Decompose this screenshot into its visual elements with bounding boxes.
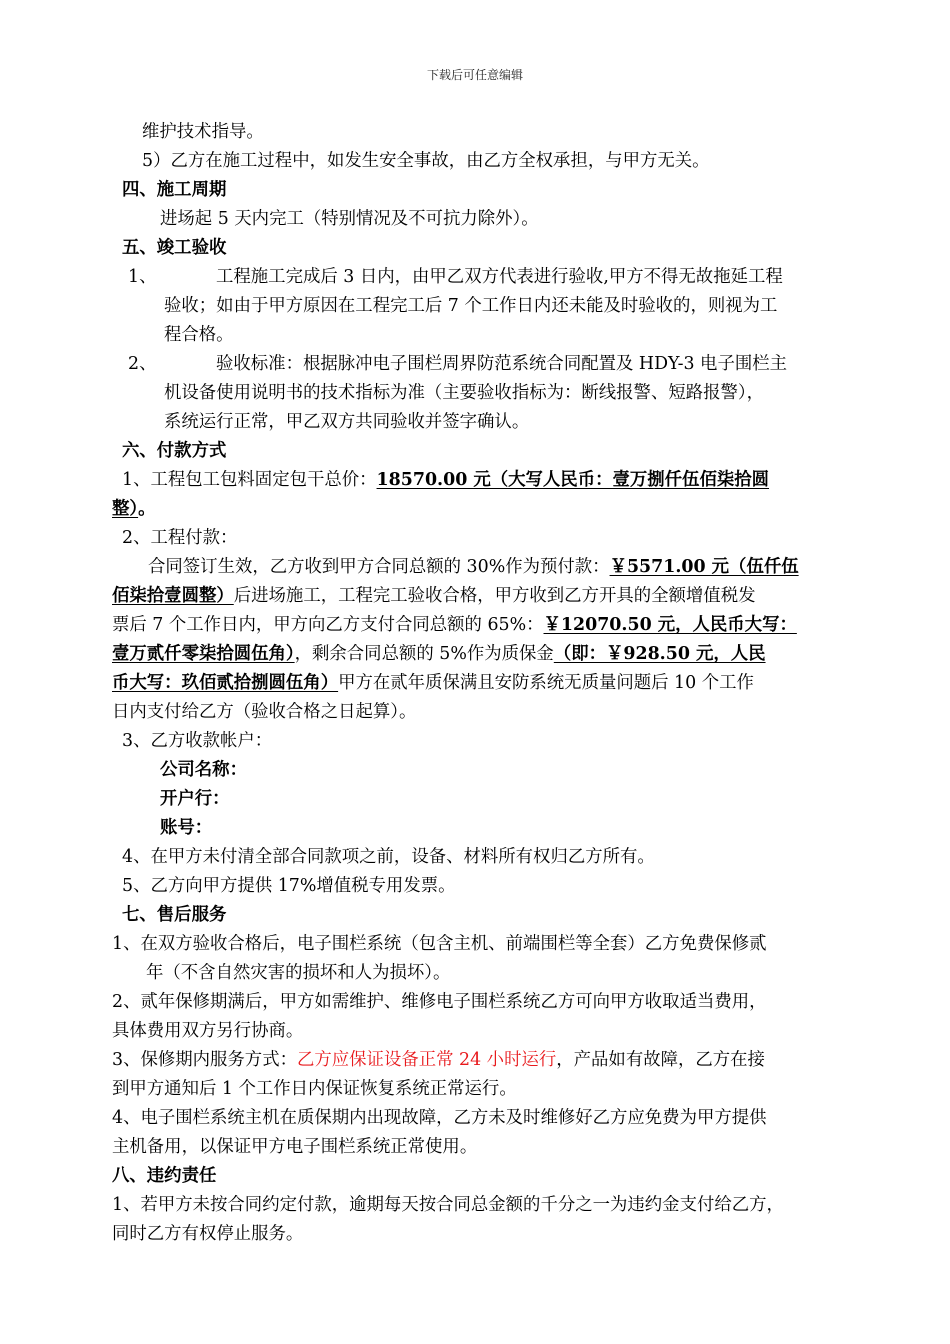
account-label: 账号： (160, 818, 213, 838)
bank-label: 开户行： (160, 789, 230, 809)
section8-title: 八、违约责任 (112, 1166, 217, 1186)
item-number: 2、 (128, 354, 157, 374)
section8-i1-l1: 1、若甲方未按合同约定付款，逾期每天按合同总金额的千分之一为违约金支付给乙方， (112, 1195, 784, 1215)
progress-amount-end: 壹万贰仟零柒拾圆伍角） (112, 644, 295, 664)
section7-i4-l2: 主机备用，以保证甲方电子围栏系统正常使用。 (112, 1137, 478, 1157)
section7-title: 七、售后服务 (122, 905, 227, 925)
total-amount-end: 整） (112, 499, 139, 519)
section4-text: 进场起 5 天内完工（特别情况及不可抗力除外）。 (160, 209, 539, 229)
progress-amount: ￥12070.50 元，人民币大写： (543, 615, 797, 635)
section6-title: 六、付款方式 (122, 441, 227, 461)
text: 后进场施工，工程完工验收合格，甲方收到乙方开具的全额增值税发 (233, 586, 756, 606)
text: ，产品如有故障，乙方在接 (556, 1050, 765, 1070)
section6-p4: 4、在甲方未付清全部合同款项之前，设备、材料所有权归乙方所有。 (122, 847, 655, 867)
text: 3、保修期内服务方式： (112, 1050, 297, 1070)
section8-i1-l2: 同时乙方有权停止服务。 (112, 1224, 304, 1244)
contract-body (112, 118, 840, 1249)
section6-p1 (112, 466, 840, 495)
section6-p2-l3 (112, 611, 840, 640)
prepay-amount-end: 佰柒拾壹圆整） (112, 586, 234, 606)
section6-p2-l6: 日内支付给乙方（验收合格之日起算）。 (112, 702, 417, 722)
section5-item1 (112, 263, 840, 292)
section7-i2-l1: 2、贰年保修期满后，甲方如需维护、维修电子围栏系统乙方可向甲方收取适当费用， (112, 992, 767, 1012)
text: 合同签订生效，乙方收到甲方合同总额的 30%作为预付款： (148, 557, 610, 577)
section6-p2-l4 (112, 640, 840, 669)
item-number: 1、 (128, 267, 157, 287)
section6-p2-l2 (112, 582, 840, 611)
section6-p3: 3、乙方收款帐户： (122, 731, 273, 751)
section6-p5: 5、乙方向甲方提供 17%增值税专用发票。 (122, 876, 456, 896)
text: 。 (138, 499, 156, 519)
total-amount: 18570.00 元（大写人民币：壹万捌仟伍佰柒拾圆 (376, 470, 770, 490)
section6-p2: 2、工程付款： (122, 528, 238, 548)
section7-i1-l1: 1、在双方验收合格后，电子围栏系统（包含主机、前端围栏等全套）乙方免费保修贰 (112, 934, 767, 954)
highlighted-text: 乙方应保证设备正常 24 小时运行 (296, 1050, 557, 1070)
text: 票后 7 个工作日内，甲方向乙方支付合同总额的 65%： (112, 615, 544, 635)
section4-title: 四、施工周期 (122, 180, 227, 200)
text: 甲方在贰年质保满且安防系统无质量问题后 10 个工作 (338, 673, 754, 693)
section3-line: 维护技术指导。 (142, 122, 264, 142)
text: ，剩余合同总额的 5%作为质保金 (294, 644, 554, 664)
section7-i3-l2: 到甲方通知后 1 个工作日内保证恢复系统正常运行。 (112, 1079, 517, 1099)
section7-i3-l1 (112, 1046, 840, 1075)
section6-p2-l5 (112, 669, 840, 698)
section7-i1-l2: 年（不含自然灾害的损坏和人为损坏）。 (146, 963, 451, 983)
prepay-amount: ￥5571.00 元（伍仟伍 (609, 557, 799, 577)
section6-p1-l2 (112, 495, 840, 524)
section5-item2 (112, 350, 840, 379)
section7-i4-l1: 4、电子围栏系统主机在质保期内出现故障，乙方未及时维修好乙方应免费为甲方提供 (112, 1108, 767, 1128)
company-name-label: 公司名称： (160, 760, 247, 780)
item-text: 验收标准：根据脉冲电子围栏周界防范系统合同配置及 HDY-3 电子围栏主 (216, 354, 788, 374)
section5-item1-l3: 程合格。 (164, 325, 234, 345)
section5-item2-l2: 机设备使用说明书的技术指标为准（主要验收指标为：断线报警、短路报警）， (164, 383, 764, 403)
section6-p2-l1 (112, 553, 840, 582)
retention-amount: （即：￥928.50 元，人民 (553, 644, 766, 664)
item-text: 工程施工完成后 3 日内，由甲乙双方代表进行验收,甲方不得无故拖延工程 (216, 267, 783, 287)
section5-title: 五、竣工验收 (122, 238, 227, 258)
section5-item2-l3: 系统运行正常，甲乙双方共同验收并签字确认。 (164, 412, 530, 432)
section7-i2-l2: 具体费用双方另行协商。 (112, 1021, 304, 1041)
retention-amount-end: 币大写：玖佰贰拾捌圆伍角） (112, 673, 339, 693)
page-header: 下载后可任意编辑 (426, 68, 523, 82)
text: 1、工程包工包料固定包干总价： (122, 470, 377, 490)
section3-item5: 5）乙方在施工过程中，如发生安全事故，由乙方全权承担，与甲方无关。 (142, 151, 710, 171)
section5-item1-l2: 验收；如由于甲方原因在工程完工后 7 个工作日内还未能及时验收的，则视为工 (164, 296, 778, 316)
